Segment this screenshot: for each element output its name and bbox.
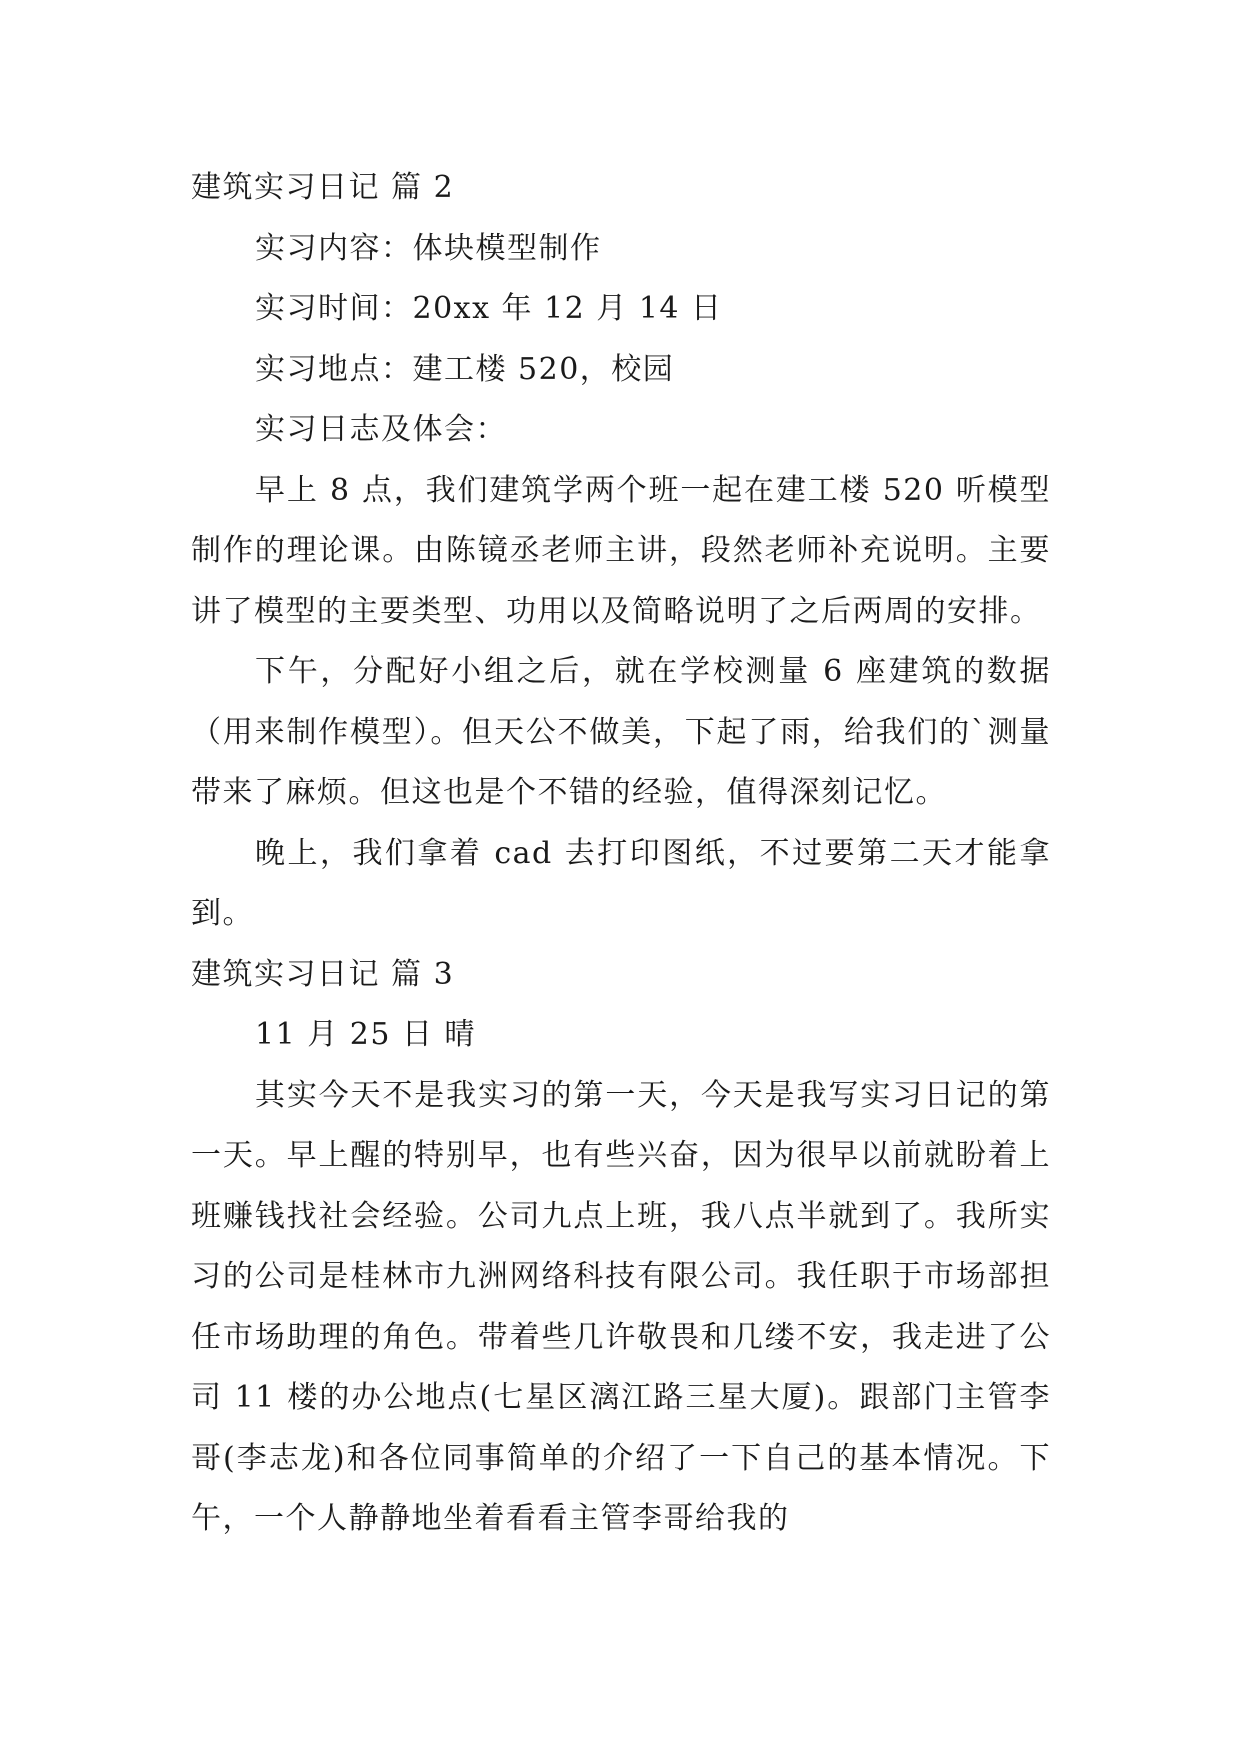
internship-place-line: 实习地点：建工楼 520，校园	[255, 351, 675, 387]
entry-heading: 建筑实习日记 篇 2	[191, 170, 455, 205]
paragraph-first-day: 其实今天不是我实习的第一天，今天是我写实习日记的第一天。早上醒的特别早，也有些兴奋，因为很早以前就盼着上班赚钱找社会经验。公司九点上班，我八点半就到了。我所实习的公司是桂林市九洲网络科技有限公司。我任职于市场部担任市场助理的角色。带着些几许敬畏和几缕不安，我走进了公司 11 楼的办公地点(七星区漓江路三星大厦)。跟部门主管李哥(李志龙)和各位同事简单的介绍了一下自己的基本情况。下午，一个人静静地坐着看看主管李哥给我的	[191, 1077, 1051, 1536]
paragraph-morning: 早上 8 点，我们建筑学两个班一起在建工楼 520 听模型制作的理论课。由陈镜丞老师主讲，段然老师补充说明。主要讲了模型的主要类型、功用以及简略说明了之后两周的安排。	[191, 472, 1051, 629]
diary-entry-2	[191, 158, 1051, 945]
paragraph-evening: 晚上，我们拿着 cad 去打印图纸，不过要第二天才能拿到。	[191, 835, 1051, 931]
internship-log-title: 实习日志及体会：	[255, 412, 507, 447]
diary-date-line: 11 月 25 日 晴	[255, 1017, 476, 1052]
diary-entry-3	[191, 945, 1051, 1550]
internship-content-line: 实习内容：体块模型制作	[255, 230, 602, 266]
entry-heading: 建筑实习日记 篇 3	[191, 956, 455, 992]
document-body	[191, 158, 1051, 1550]
internship-time-line: 实习时间：20xx 年 12 月 14 日	[255, 291, 723, 326]
paragraph-afternoon: 下午，分配好小组之后，就在学校测量 6 座建筑的数据（用来制作模型）。但天公不做美，下起了雨，给我们的`测量带来了麻烦。但这也是个不错的经验，值得深刻记忆。	[191, 654, 1051, 810]
